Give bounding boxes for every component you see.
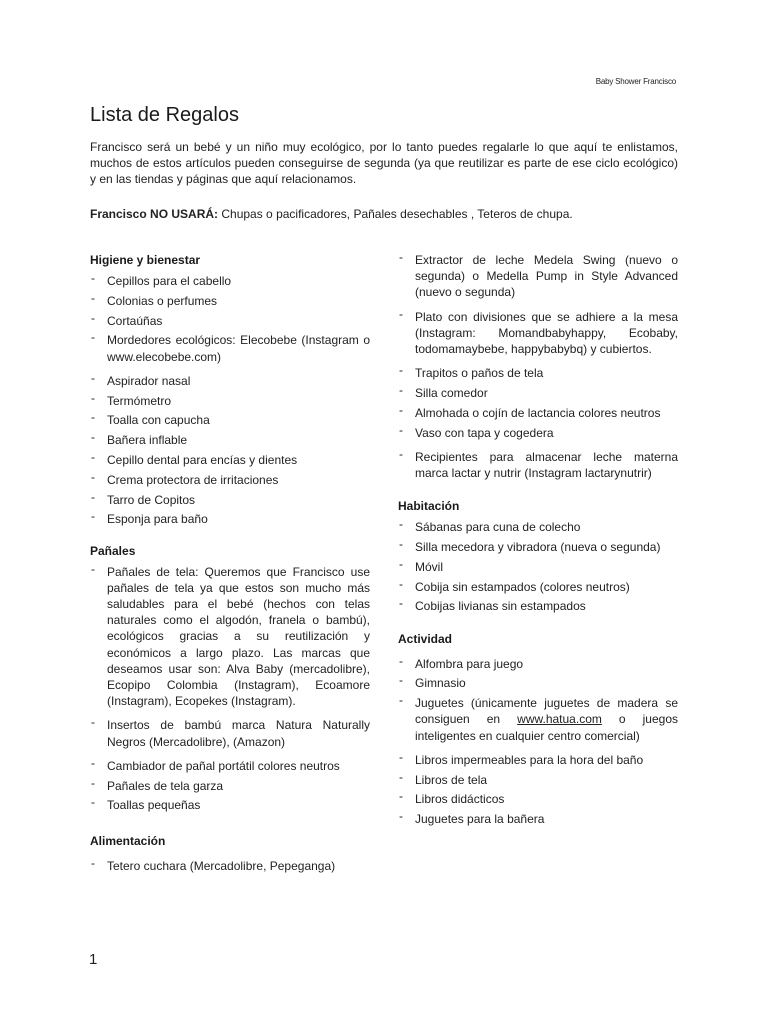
hygiene-list [90,273,370,528]
list-item: - Extractor de leche Medela Swing (nuevo o segunda) o Medella Pump in Style Advanced (nuevo o segunda) [399,250,678,300]
list-item: - Cambiador de pañal portátil colores neutros [91,755,340,773]
dash-bullet: - [399,402,403,417]
intro-paragraph: Francisco será un bebé y un niño muy ecológico, por lo tanto puedes regalarle lo que aquí te enlistamos, muchos de estos artículos pueden conseguirse de segunda (ya que reutilizar es parte de ese ciclo ecológico) y en las tiendas y páginas que aquí relacionamos. [90,140,678,187]
list-item: - Cortaúñas [91,310,163,328]
dash-bullet: - [399,250,403,264]
list-item: - Alfombra para juego [399,653,524,671]
wont-use-text: Chupas o pacificadores, Pañales desechables , Teteros de chupa. [218,207,573,221]
dash-bullet: - [399,576,403,591]
dash-bullet: - [91,469,95,484]
dash-bullet: - [399,749,403,764]
dash-bullet: - [399,596,403,611]
list-item: - Tetero cuchara (Mercadolibre, Pepeganga) [91,855,336,873]
dash-bullet: - [91,489,95,504]
section-title-hygiene: Higiene y bienestar [90,253,201,267]
dash-bullet: - [399,537,403,552]
list-item: - Gimnasio [399,673,466,691]
right-column [398,252,678,831]
section-hygiene [90,253,370,528]
list-item: - Cepillo dental para encías y dientes [91,449,298,467]
list-item: - Mordedores ecológicos: Elecobebe (Instagram o www.elecobebe.com) [91,330,370,364]
dash-bullet: - [91,561,95,576]
wont-use-label: Francisco NO USARÁ: [90,207,219,221]
section-activity [398,632,678,828]
diapers-list [90,561,370,814]
section-room [398,499,678,614]
list-item: - Libros impermeables para la hora del baño [399,749,644,767]
dash-bullet: - [399,383,403,398]
list-item: - Móvil [399,556,444,574]
section-feeding [90,834,370,874]
dash-bullet: - [399,789,403,804]
dash-bullet: - [399,769,403,784]
list-item: - Insertos de bambú marca Natura Naturally Negros (Mercadolibre), (Amazon) [91,715,370,749]
dash-bullet: - [399,653,403,668]
page-number: 1 [89,951,98,968]
page-title: Lista de Regalos [90,104,239,126]
list-item: - Vaso con tapa y cogedera [399,422,554,440]
dash-bullet: - [91,370,95,385]
dash-bullet: - [91,290,95,305]
running-header: Baby Shower Francisco [595,77,676,86]
list-item: - Crema protectora de irritaciones [91,469,279,487]
section-feeding-continued [398,252,678,481]
list-item: - Trapitos o paños de tela [399,363,544,381]
list-item: - Termómetro [91,390,172,408]
list-item: - Bañera inflable [91,430,188,448]
dash-bullet: - [91,430,95,445]
dash-bullet: - [399,673,403,688]
list-item: - Colonias o perfumes [91,290,218,308]
list-item: - Almohada o cojín de lactancia colores neutros [399,402,661,420]
feeding-list-continued [398,252,678,481]
wont-use-statement [90,206,678,222]
section-title-feeding: Alimentación [90,833,166,848]
section-diapers [90,544,370,814]
list-item: - Libros de tela [399,769,488,787]
dash-bullet: - [91,755,95,770]
dash-bullet: - [91,310,95,325]
dash-bullet: - [91,330,95,345]
dash-bullet: - [91,509,95,524]
list-item: - Juguetes para la bañera [399,809,545,827]
list-item: - Cobija sin estampados (colores neutros) [399,576,630,594]
list-item: - Tarro de Copitos [91,489,196,507]
list-item: - Aspirador nasal [91,370,191,388]
dash-bullet: - [91,855,95,870]
list-item: - Juguetes (únicamente juguetes de madera se consiguen en www.hatua.com o juegos inteligentes en cualquier centro comercial) [399,693,678,743]
list-item: - Recipientes para almacenar leche materna marca lactar y nutrir (Instagram lactarynutrir) [399,446,678,481]
dash-bullet: - [399,306,403,321]
list-item: - Toallas pequeñas [91,795,201,813]
list-item: - Sábanas para cuna de colecho [399,517,581,535]
dash-bullet: - [399,809,403,824]
dash-bullet: - [91,410,95,425]
left-column [90,253,370,877]
feeding-list [90,855,370,874]
dash-bullet: - [399,422,403,437]
list-item: - Cepillos para el cabello [91,271,232,288]
hatua-link[interactable]: www.hatua.com [517,712,602,727]
list-item: - Silla mecedora y vibradora (nueva o segunda) [399,537,661,555]
list-item: - Pañales de tela: Queremos que Francisco use pañales de tela ya que estos son mucho más saludables para el bebé (hechos con telas naturales como el algodón, franela o bambú), ecológicos gracias a su reutilización y económicos a largo plazo. Las marcas que deseamos usar son: Alva Baby (mercadolibre), Ecopipo Colombia (Instagram), Ecoamore (Instagram), Ecopekes (Instagram). [91,561,370,709]
dash-bullet: - [91,715,95,730]
list-item: - Toalla con capucha [91,410,210,428]
section-title-activity: Actividad [398,631,453,646]
dash-bullet: - [91,449,95,464]
dash-bullet: - [91,775,95,790]
room-list [398,519,678,614]
activity-list [398,653,678,828]
dash-bullet: - [91,271,95,285]
list-item: - Silla comedor [399,383,488,401]
dash-bullet: - [399,556,403,571]
dash-bullet: - [399,517,403,532]
dash-bullet: - [91,795,95,810]
dash-bullet: - [91,390,95,405]
dash-bullet: - [399,446,403,461]
list-item: - Plato con divisiones que se adhiere a la mesa (Instagram: Momandbabyhappy, Ecobaby, todomamaybebe, happybabybq) y cubiertos. [399,306,678,357]
list-item: - Libros didácticos [399,789,505,807]
list-item: - Cobijas livianas sin estampados [399,596,586,614]
list-item: - Esponja para baño [91,509,208,527]
list-item: - Pañales de tela garza [91,775,224,793]
dash-bullet: - [399,693,403,708]
section-title-diapers: Pañales [90,543,136,558]
dash-bullet: - [399,363,403,378]
section-title-room: Habitación [398,499,460,514]
